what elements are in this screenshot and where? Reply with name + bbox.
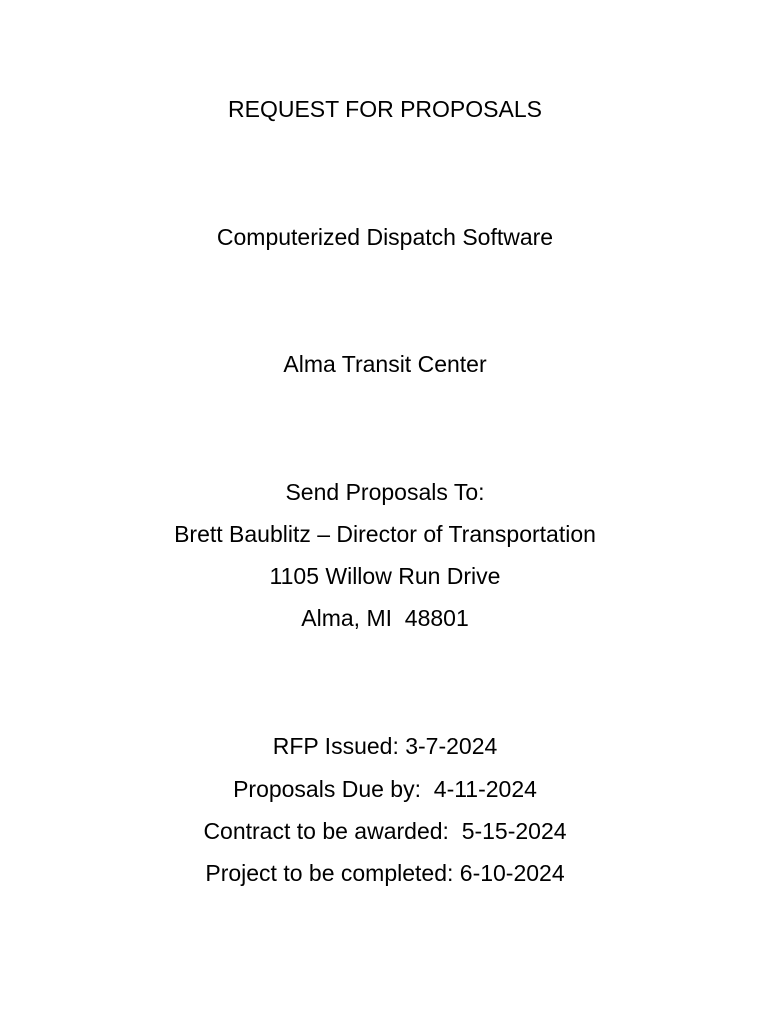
- city-state-zip: Alma, MI 48801: [301, 605, 469, 631]
- street-address: 1105 Willow Run Drive: [269, 563, 501, 589]
- contract-award-date: Contract to be awarded: 5-15-2024: [203, 818, 567, 844]
- send-to-heading: Send Proposals To:: [285, 479, 485, 505]
- contact-name: Brett Baublitz – Director of Transportation: [174, 521, 596, 547]
- project-completion-date: Project to be completed: 6-10-2024: [205, 860, 565, 886]
- document-title: REQUEST FOR PROPOSALS: [228, 96, 542, 122]
- rfp-subject: Computerized Dispatch Software: [216, 224, 554, 250]
- rfp-issued-date: RFP Issued: 3-7-2024: [272, 733, 498, 759]
- proposals-due-date: Proposals Due by: 4-11-2024: [233, 776, 537, 802]
- organization-name: Alma Transit Center: [283, 351, 487, 377]
